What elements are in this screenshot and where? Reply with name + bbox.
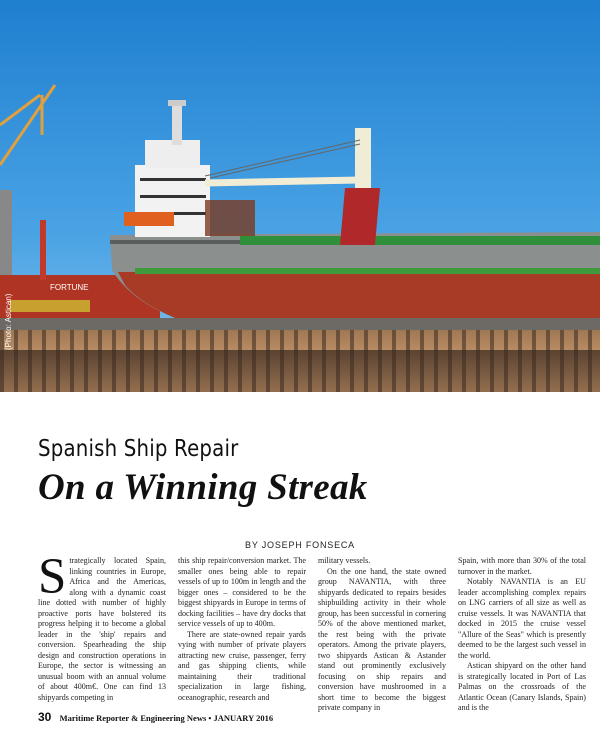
article-column-2: [178, 556, 306, 720]
paragraph: Notably NAVANTIA is an EU leader accomplishing complex repairs on LNG carriers of all size as well as cruise vessels. It was NAVANTIA that docked in 2015 the cruise vessel "Allure of the Seas" which is presently deemed to be the largest such vessel in the world.: [458, 577, 586, 660]
article-byline: BY JOSEPH FONSECA: [245, 540, 355, 550]
page-number: 30: [38, 710, 52, 724]
paragraph: Strategically located Spain, linking countries in Europe, Africa and the Americas, along with a dynamic coast line dotted with number of highly proactive ports have bolstered its progress helping it to become a global leader in the 'ship' repairs and conversion. Spearheading the ship design and construction operations in Europe, the sector is witnessing an unusual boom with an annual volume of about 400m€. One can find 13 shipyards competing in: [38, 556, 166, 702]
article-kicker: Spanish Ship Repair: [38, 436, 239, 462]
article-column-3: [318, 556, 446, 720]
article-body: [38, 556, 586, 720]
paragraph: Astican shipyard on the other hand is strategically located in Port of Las Palmas on the crossroads of the Atlantic Ocean (Canary Islands, Spain) and is the: [458, 661, 586, 712]
photo-credit: (Photo: Astican): [4, 293, 13, 350]
paragraph: There are state-owned repair yards vying with number of private players attracting new cruise, passenger, ferry and gas shipping clients, while maintaining their traditional specialization in large fishing, oceanographic, research and: [178, 629, 306, 702]
paragraph: On the one hand, the state owned group NAVANTIA, with three shipyards dedicated to repairs besides shipbuilding activity in their whole group, has been successful in cornering 50% of the above mentioned market, the rest being with the private operators. Among the private players, two shipyards Astican & Astander stand out prominently exclusively focusing on ship repairs and conversion have mushroomed in a short time to become the biggest private company in: [318, 566, 446, 712]
paragraph: military vessels.: [318, 556, 371, 565]
article-column-4: [458, 556, 586, 720]
page-footer: [38, 710, 273, 724]
drop-cap: S: [38, 556, 67, 605]
paragraph: Spain, with more than 30% of the total turnover in the market.: [458, 556, 586, 576]
hull-lettering: FORTUNE: [50, 283, 89, 292]
publication-line: Maritime Reporter & Engineering News • JANUARY 2016: [59, 713, 274, 723]
paragraph: this ship repair/conversion market. The smaller ones being able to repair vessels of up to 100m in length and the bigger ones – considered to be the biggest shipyards in Europe in terms of docking facilities – have dry docks that service vessels of up to 400m.: [178, 556, 306, 628]
article-column-1: [38, 556, 166, 720]
article-headline: On a Winning Streak: [38, 467, 368, 508]
